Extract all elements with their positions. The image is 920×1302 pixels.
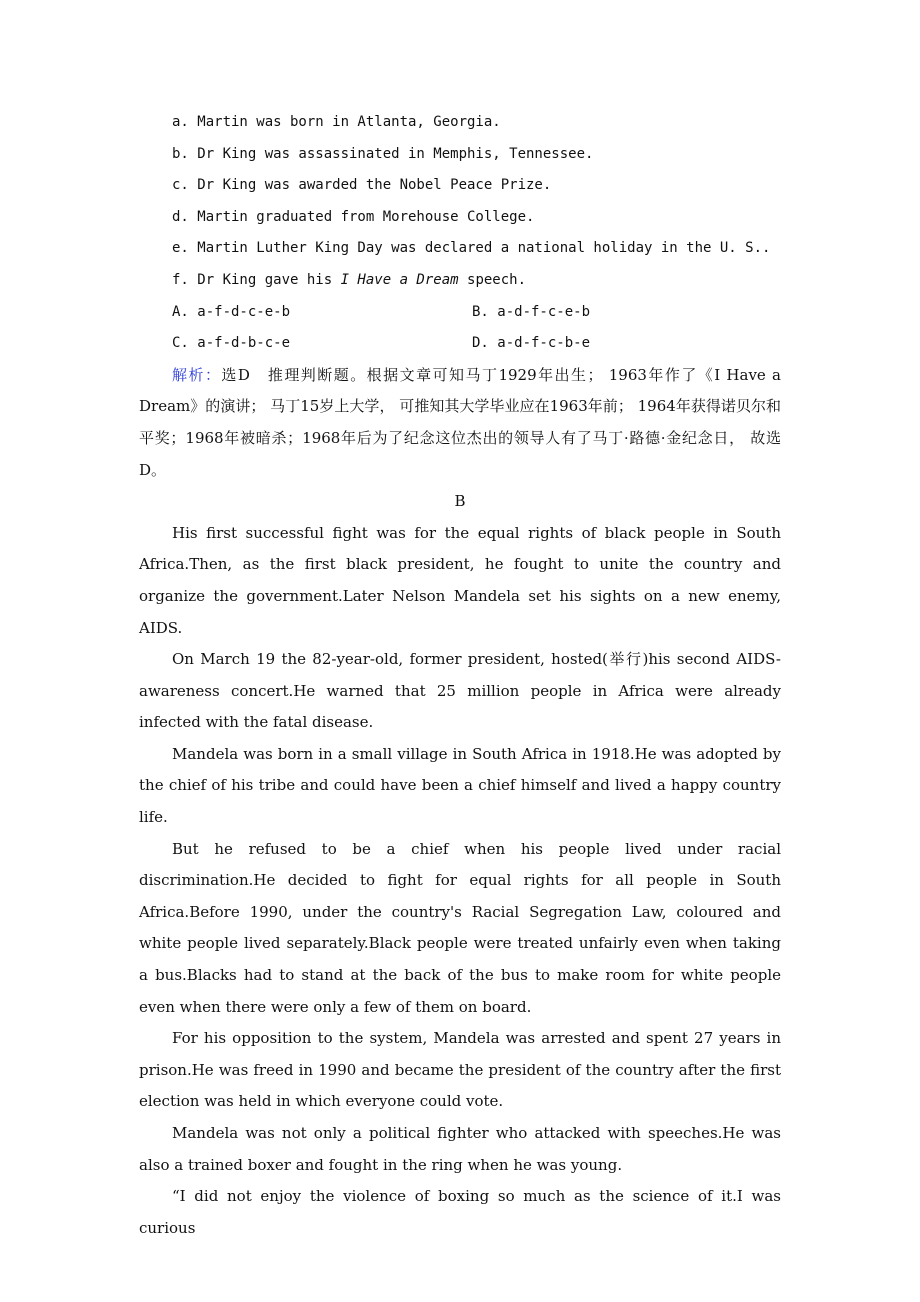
choice-a: A. a-f-d-c-e-b xyxy=(172,303,291,320)
statement-a: a. Martin was born in Atlanta, Georgia. xyxy=(172,114,501,130)
choice-c: C. a-f-d-b-c-e xyxy=(172,335,291,352)
analysis-label: 解析： xyxy=(172,365,222,384)
choice-b: B. a-d-f-c-e-b xyxy=(472,303,591,320)
paragraph-3: Mandela was born in a small village in South Africa in 1918.He was adopted by the chief of his tribe and could have been a chief himself and lived a happy country life. xyxy=(139,744,781,827)
analysis xyxy=(139,360,781,486)
speech-title: I Have a Dream xyxy=(340,271,459,288)
choice-row-2 xyxy=(139,328,781,360)
statement-f-post: speech. xyxy=(458,271,527,288)
statement-f-pre: f. Dr King gave his xyxy=(172,271,341,288)
statement-f xyxy=(139,265,781,297)
choice-row-1 xyxy=(139,297,781,329)
paragraph-2: On March 19 the 82-year-old, former president, hosted(举行)his second AIDS-awareness concert.He warned that 25 million people in Africa were already infected with the fatal disease. xyxy=(139,650,781,732)
choice-d: D. a-d-f-c-b-e xyxy=(472,335,591,352)
analysis-text: 选D 推理判断题。根据文章可知马丁1929年出生； 1963年作了《I Have a Dream》的演讲； 马丁15岁上大学， 可推知其大学毕业应在1963年前； 1964年获得诺贝尔和平奖；1968年被暗杀；1968年后为了纪念这位杰出的领导人有了马丁·路德·金纪念日， 故选D。 xyxy=(139,365,781,479)
paragraph-4: But he refused to be a chief when his people lived under racial discrimination.He decided to fight for equal rights for all people in South Africa.Before 1990, under the country's Racial Segregation Law, coloured and white people lived separately.Black people were treated unfairly even when taking a bus.Blacks had to stand at the back of the bus to make room for white people even when there were only a few of them on board. xyxy=(139,839,781,1016)
statement-c: c. Dr King was awarded the Nobel Peace Prize. xyxy=(172,177,552,194)
paragraph-6: Mandela was not only a political fighter who attacked with speeches.He was also a trained boxer and fought in the ring when he was young. xyxy=(139,1124,781,1174)
statement-b: b. Dr King was assassinated in Memphis, Tennessee. xyxy=(172,145,594,162)
section-title: B xyxy=(454,492,466,511)
paragraph-5: For his opposition to the system, Mandela was arrested and spent 27 years in prison.He was freed in 1990 and became the president of the country after the first election was held in which everyone could vote. xyxy=(139,1029,781,1111)
paragraph-7: “I did not enjoy the violence of boxing so much as the science of it.I was curious xyxy=(139,1187,781,1237)
statement-d: d. Martin graduated from Morehouse College. xyxy=(172,208,535,225)
statement-e: e. Martin Luther King Day was declared a national holiday in the U. S.. xyxy=(172,240,771,257)
document-page xyxy=(139,107,781,1244)
paragraph-1: His first successful fight was for the equal rights of black people in South Africa.Then, as the first black president, he fought to unite the country and organize the government.Later Nelson Mandela set his sights on a new enemy, AIDS. xyxy=(139,523,781,637)
